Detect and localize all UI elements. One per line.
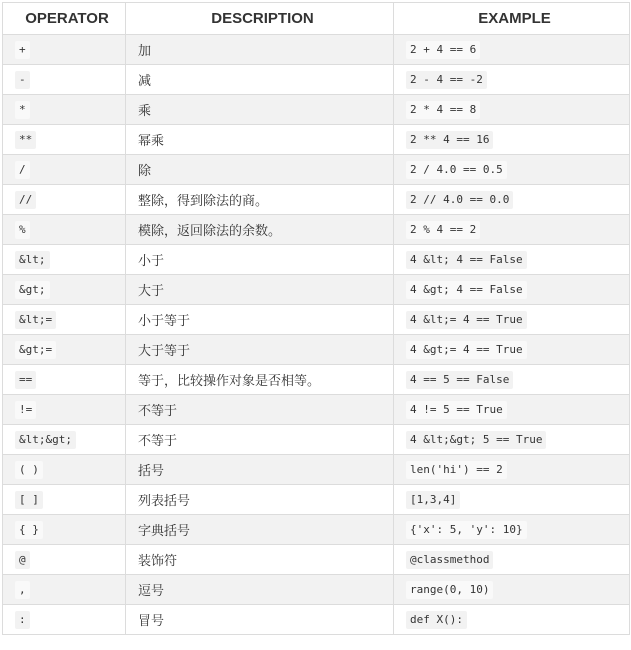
- example-cell: [394, 215, 630, 245]
- operator-cell: [3, 515, 126, 545]
- operator-code: -: [15, 71, 30, 89]
- header-description: DESCRIPTION: [126, 3, 394, 35]
- operator-cell: [3, 365, 126, 395]
- table-row: [3, 215, 630, 245]
- example-code: 2 % 4 == 2: [406, 221, 480, 239]
- example-code: 4 &lt; 4 == False: [406, 251, 527, 269]
- example-code: 2 ** 4 == 16: [406, 131, 493, 149]
- operator-cell: [3, 155, 126, 185]
- operator-code: ==: [15, 371, 36, 389]
- description-cell: 逗号: [126, 575, 394, 605]
- description-cell: 大于: [126, 275, 394, 305]
- table-body: [3, 35, 630, 635]
- operator-code: %: [15, 221, 30, 239]
- example-code: 2 / 4.0 == 0.5: [406, 161, 507, 179]
- operator-cell: [3, 215, 126, 245]
- description-cell: 模除，返回除法的余数。: [126, 215, 394, 245]
- example-code: 4 &gt; 4 == False: [406, 281, 527, 299]
- description-cell: 除: [126, 155, 394, 185]
- operator-code: !=: [15, 401, 36, 419]
- operator-cell: [3, 125, 126, 155]
- operator-code: &gt;: [15, 281, 50, 299]
- example-code: 2 + 4 == 6: [406, 41, 480, 59]
- description-cell: 乘: [126, 95, 394, 125]
- operator-code: ,: [15, 581, 30, 599]
- table-row: [3, 245, 630, 275]
- table-row: [3, 65, 630, 95]
- operator-cell: [3, 485, 126, 515]
- operator-cell: [3, 425, 126, 455]
- table-row: [3, 545, 630, 575]
- table-row: [3, 335, 630, 365]
- example-code: 4 == 5 == False: [406, 371, 513, 389]
- example-cell: [394, 425, 630, 455]
- operator-code: /: [15, 161, 30, 179]
- description-cell: 减: [126, 65, 394, 95]
- example-code: 4 &lt;= 4 == True: [406, 311, 527, 329]
- example-cell: [394, 365, 630, 395]
- operator-code: &lt;=: [15, 311, 56, 329]
- operator-cell: [3, 95, 126, 125]
- description-cell: 大于等于: [126, 335, 394, 365]
- operator-cell: [3, 545, 126, 575]
- operator-cell: [3, 395, 126, 425]
- operator-code: ( ): [15, 461, 43, 479]
- operator-code: //: [15, 191, 36, 209]
- operator-code: +: [15, 41, 30, 59]
- description-cell: 列表括号: [126, 485, 394, 515]
- table-row: [3, 155, 630, 185]
- operator-table: [2, 2, 630, 635]
- description-cell: 加: [126, 35, 394, 65]
- example-cell: [394, 245, 630, 275]
- example-cell: [394, 155, 630, 185]
- example-cell: [394, 395, 630, 425]
- example-cell: [394, 125, 630, 155]
- example-cell: [394, 305, 630, 335]
- example-cell: [394, 335, 630, 365]
- table-row: [3, 365, 630, 395]
- operator-cell: [3, 275, 126, 305]
- description-cell: 等于，比较操作对象是否相等。: [126, 365, 394, 395]
- operator-cell: [3, 305, 126, 335]
- example-code: [1,3,4]: [406, 491, 460, 509]
- operator-code: **: [15, 131, 36, 149]
- example-cell: [394, 485, 630, 515]
- example-code: 4 &gt;= 4 == True: [406, 341, 527, 359]
- description-cell: 小于: [126, 245, 394, 275]
- operator-cell: [3, 455, 126, 485]
- example-cell: [394, 515, 630, 545]
- example-code: def X():: [406, 611, 467, 629]
- description-cell: 小于等于: [126, 305, 394, 335]
- operator-code: @: [15, 551, 30, 569]
- operator-code: &gt;=: [15, 341, 56, 359]
- table-row: [3, 125, 630, 155]
- example-cell: [394, 65, 630, 95]
- example-cell: [394, 455, 630, 485]
- description-cell: 装饰符: [126, 545, 394, 575]
- table-row: [3, 485, 630, 515]
- operator-cell: [3, 605, 126, 635]
- operator-code: [ ]: [15, 491, 43, 509]
- table-row: [3, 35, 630, 65]
- header-example: EXAMPLE: [394, 3, 630, 35]
- example-cell: [394, 95, 630, 125]
- operator-cell: [3, 335, 126, 365]
- description-cell: 不等于: [126, 395, 394, 425]
- header-row: [3, 3, 630, 35]
- example-code: range(0, 10): [406, 581, 493, 599]
- description-cell: 冒号: [126, 605, 394, 635]
- table-row: [3, 515, 630, 545]
- table-row: [3, 305, 630, 335]
- example-cell: [394, 575, 630, 605]
- example-cell: [394, 605, 630, 635]
- example-cell: [394, 275, 630, 305]
- example-code: len('hi') == 2: [406, 461, 507, 479]
- table-row: [3, 605, 630, 635]
- description-cell: 不等于: [126, 425, 394, 455]
- example-code: 4 != 5 == True: [406, 401, 507, 419]
- description-cell: 幂乘: [126, 125, 394, 155]
- table-row: [3, 395, 630, 425]
- table-row: [3, 455, 630, 485]
- header-operator: OPERATOR: [3, 3, 126, 35]
- operator-code: { }: [15, 521, 43, 539]
- example-code: @classmethod: [406, 551, 493, 569]
- example-cell: [394, 35, 630, 65]
- table-row: [3, 185, 630, 215]
- example-cell: [394, 545, 630, 575]
- operator-code: &lt;: [15, 251, 50, 269]
- example-code: 2 - 4 == -2: [406, 71, 487, 89]
- description-cell: 括号: [126, 455, 394, 485]
- table-row: [3, 275, 630, 305]
- example-cell: [394, 185, 630, 215]
- example-code: 2 * 4 == 8: [406, 101, 480, 119]
- operator-cell: [3, 575, 126, 605]
- description-cell: 整除，得到除法的商。: [126, 185, 394, 215]
- example-code: {'x': 5, 'y': 10}: [406, 521, 527, 539]
- example-code: 4 &lt;&gt; 5 == True: [406, 431, 546, 449]
- example-code: 2 // 4.0 == 0.0: [406, 191, 513, 209]
- operator-cell: [3, 35, 126, 65]
- operator-code: :: [15, 611, 30, 629]
- operator-code: *: [15, 101, 30, 119]
- operator-cell: [3, 185, 126, 215]
- table-row: [3, 95, 630, 125]
- table-row: [3, 575, 630, 605]
- operator-code: &lt;&gt;: [15, 431, 76, 449]
- table-row: [3, 425, 630, 455]
- operator-cell: [3, 65, 126, 95]
- description-cell: 字典括号: [126, 515, 394, 545]
- operator-cell: [3, 245, 126, 275]
